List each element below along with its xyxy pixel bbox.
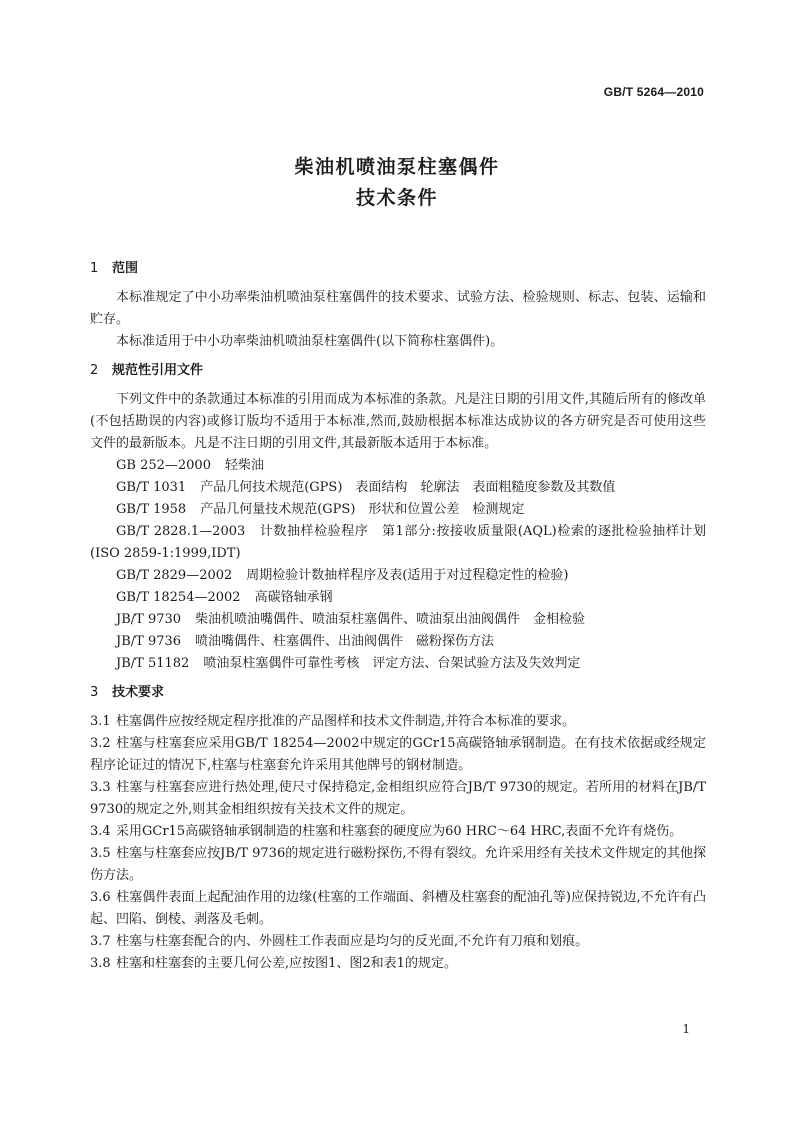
section-title: 规范性引用文件: [112, 363, 204, 378]
reference-item: [90, 499, 706, 521]
paragraph: 本标准适用于中小功率柴油机喷油泵柱塞偶件(以下简称柱塞偶件)。: [116, 334, 504, 349]
section-heading-technical-requirements: [90, 682, 706, 704]
reference-item: [90, 653, 706, 675]
section-number: 2: [90, 363, 99, 378]
clause-number: 3.8: [90, 956, 111, 971]
reference-item: [90, 521, 706, 565]
section-heading-normative-references: [90, 360, 706, 382]
reference-item: [90, 455, 706, 477]
clause-text: 柱塞偶件表面上起配油作用的边缘(柱塞的工作端面、斜槽及柱塞套的配油孔等)应保持锐边,不允许有凸起、凹陷、倒棱、剥落及毛刺。: [90, 890, 706, 927]
reference-item: [90, 631, 706, 653]
reference-title: 计数抽样检验程序 第1部分:按接收质量限(AQL)检索的逐批检验抽样计划(ISO 2859-1:1999,IDT): [90, 524, 706, 561]
document-body: [90, 258, 706, 975]
reference-code: GB/T 1031: [116, 480, 187, 495]
clause-3-3: [90, 777, 706, 821]
paragraph: 本标准规定了中小功率柴油机喷油泵柱塞偶件的技术要求、试验方法、检验规则、标志、包装、运输和贮存。: [90, 290, 706, 327]
document-title: 柴油机喷油泵柱塞偶件: [294, 156, 500, 178]
clause-3-1: [90, 711, 706, 733]
reference-code: JB/T 9736: [116, 634, 182, 649]
reference-code: GB 252—2000: [116, 458, 211, 473]
clause-3-8: [90, 953, 706, 975]
clause-text: 柱塞与柱塞套应按JB/T 9736的规定进行磁粉探伤,不得有裂纹。允许采用经有关技术文件规定的其他探伤方法。: [90, 846, 706, 883]
section-title: 范围: [112, 261, 139, 276]
reference-code: JB/T 51182: [116, 656, 190, 671]
reference-title: 产品几何量技术规范(GPS) 形状和位置公差 检测规定: [200, 502, 525, 517]
standard-number: GB/T 5264—2010: [603, 85, 704, 99]
clause-3-2: [90, 733, 706, 777]
reference-code: JB/T 9730: [116, 612, 182, 627]
document-subtitle: 技术条件: [355, 187, 438, 209]
section-number: 1: [90, 261, 99, 276]
clause-number: 3.5: [90, 846, 111, 861]
clause-number: 3.3: [90, 780, 111, 795]
clause-number: 3.2: [90, 736, 111, 751]
clause-text: 采用GCr15高碳铬轴承钢制造的柱塞和柱塞套的硬度应为60 HRC～64 HRC,表面不允许有烧伤。: [116, 824, 683, 839]
paragraph: 下列文件中的条款通过本标准的引用而成为本标准的条款。凡是注日期的引用文件,其随后所有的修改单(不包括勘误的内容)或修订版均不适用于本标准,然而,鼓励根据本标准达成协议的各方研究是否可使用这些文件的最新版本。凡是不注日期的引用文件,其最新版本适用于本标准。: [90, 392, 706, 451]
reference-title: 柴油机喷油嘴偶件、喷油泵柱塞偶件、喷油泵出油阀偶件 金相检验: [195, 612, 586, 627]
clause-text: 柱塞与柱塞套应采用GB/T 18254—2002中规定的GCr15高碳铬轴承钢制造。在有技术依据或经规定程序论证过的情况下,柱塞与柱塞套允许采用其他牌号的钢材制造。: [90, 736, 706, 773]
reference-title: 产品几何技术规范(GPS) 表面结构 轮廓法 表面粗糙度参数及其数值: [200, 480, 616, 495]
clause-3-6: [90, 887, 706, 931]
reference-title: 高碳铬轴承钢: [254, 590, 333, 605]
clause-3-4: [90, 821, 706, 843]
reference-item: [90, 477, 706, 499]
section-title: 技术要求: [112, 685, 165, 700]
clause-number: 3.7: [90, 934, 111, 949]
reference-item: [90, 565, 706, 587]
reference-code: GB/T 1958: [116, 502, 187, 517]
page-number: 1: [682, 1022, 690, 1036]
reference-title: 轻柴油: [224, 458, 264, 473]
section-number: 3: [90, 685, 99, 700]
reference-code: GB/T 2828.1—2003: [116, 524, 246, 539]
reference-code: GB/T 18254—2002: [116, 590, 241, 605]
reference-item: [90, 609, 706, 631]
clause-number: 3.4: [90, 824, 111, 839]
clause-3-5: [90, 843, 706, 887]
reference-title: 喷油泵柱塞偶件可靠性考核 评定方法、台架试验方法及失效判定: [203, 656, 581, 671]
reference-title: 喷油嘴偶件、柱塞偶件、出油阀偶件 磁粉探伤方法: [195, 634, 495, 649]
clause-text: 柱塞与柱塞套应进行热处理,使尺寸保持稳定,金相组织应符合JB/T 9730的规定。若所用的材料在JB/T 9730的规定之外,则其金相组织按有关技术文件的规定。: [90, 780, 706, 817]
clause-text: 柱塞偶件应按经规定程序批准的产品图样和技术文件制造,并符合本标准的要求。: [116, 714, 576, 729]
clause-number: 3.6: [90, 890, 111, 905]
section-heading-scope: [90, 258, 706, 280]
clause-number: 3.1: [90, 714, 111, 729]
clause-text: 柱塞和柱塞套的主要几何公差,应按图1、图2和表1的规定。: [116, 956, 457, 971]
reference-title: 周期检验计数抽样程序及表(适用于对过程稳定性的检验): [246, 568, 569, 583]
reference-item: [90, 587, 706, 609]
clause-text: 柱塞与柱塞套配合的内、外圆柱工作表面应是均匀的反光面,不允许有刀痕和划痕。: [116, 934, 589, 949]
reference-code: GB/T 2829—2002: [116, 568, 233, 583]
clause-3-7: [90, 931, 706, 953]
